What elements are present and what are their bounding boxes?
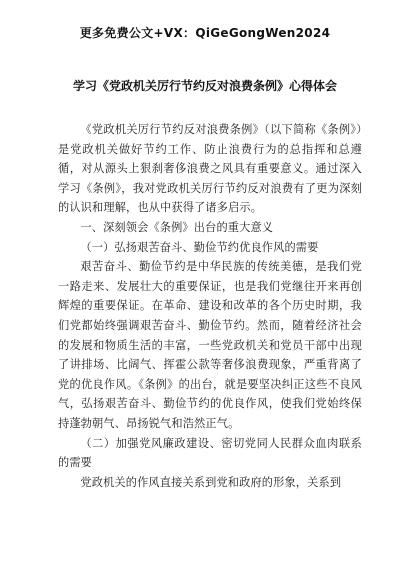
paragraph-intro: 《党政机关厉行节约反对浪费条例》（以下简称《条例》）是党政机关做好节约工作、防止浪费行为的总指挥和总遵循，对从源头上狠刹奢侈浪费之风具有重要意义。通过深入学习《条例》，我对党政机关厉行节约反对浪费有了更为深刻的认识和理解，也从中获得了诸多启示。 [58,123,362,215]
paragraph-body-2: 党政机关的作风直接关系到党和政府的形象，关系到 [80,475,342,489]
section-heading-1: 一、深刻领会《条例》出台的重大意义 [80,220,274,234]
subsection-heading-2: （二）加强党风廉政建设、密切党同人民群众血肉联系的需要 [58,436,362,470]
subsection-heading-1: （一）弘扬艰苦奋斗、勤俭节约优良作风的需要 [80,240,319,254]
document-title: 学习《党政机关厉行节约反对浪费条例》心得体会 [72,79,337,93]
document-body [58,120,362,492]
paragraph-body-1: 艰苦奋斗、勤俭节约是中华民族的传统美德，是我们党一路走来、发展壮大的重要保证，也是我们党继往开来再创辉煌的重要保证。在革命、建设和改革的各个历史时期，我们党都始终强调艰苦奋斗、勤俭节约。然而，随着经济社会的发展和物质生活的丰富，一些党政机关和党员干部中出现了讲排场、比阔气、挥霍公款等奢侈浪费现象，严重背离了党的优良作风。《条例》的出台，就是要坚决纠正这些不良风气，弘扬艰苦奋斗、勤俭节约的优良作风，使我们党始终保持蓬勃朝气、昂扬锐气和浩然正气。 [58,260,362,430]
header-note: 更多免费公文+VX：QiGeGongWen2024 [79,26,331,40]
